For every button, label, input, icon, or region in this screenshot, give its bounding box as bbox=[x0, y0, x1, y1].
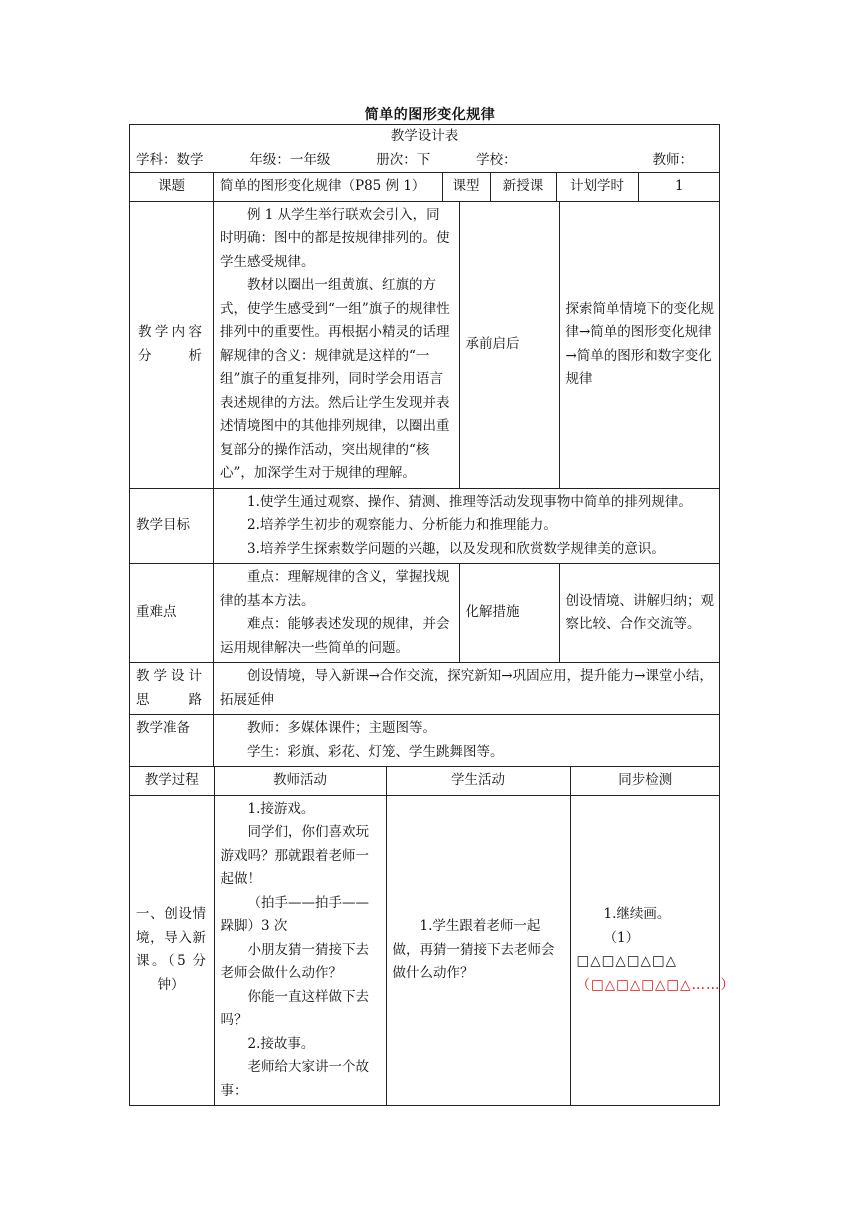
process-header-teacher: 教师活动 bbox=[214, 767, 386, 795]
info-subject: 学科：数学 bbox=[136, 151, 204, 168]
key-points-mid-label: 化解措施 bbox=[459, 564, 559, 662]
topic-row bbox=[214, 173, 720, 202]
goals-cell bbox=[214, 488, 720, 564]
lesson-type-value: 新授课 bbox=[490, 173, 556, 201]
topic-label: 课题 bbox=[130, 173, 214, 202]
goal-item: 2.培养学生初步的观察能力、分析能力和推理能力。 bbox=[247, 517, 557, 533]
check-title: 1.继续画。 bbox=[603, 906, 671, 923]
goal-item: 3.培养学生探索数学问题的兴趣，以及发现和欣赏数学规律美的意识。 bbox=[247, 540, 665, 557]
info-volume: 册次：下 bbox=[376, 151, 431, 168]
process-header-student: 学生活动 bbox=[386, 767, 570, 795]
key-points-row bbox=[214, 564, 720, 663]
preparation-item: 学生：彩旗、彩花、灯笼、学生跳舞图等。 bbox=[247, 743, 504, 760]
key-points-text: 重点：理解规律的含义，掌握找规律的基本方法。 难点：能够表述发现的规律，并会运用规律解决一些简单的问题。 bbox=[214, 564, 459, 662]
check-answer: （□△□△□△□△……） bbox=[576, 976, 736, 993]
preparation-label: 教学准备 bbox=[130, 715, 214, 767]
process-header-stage: 教学过程 bbox=[130, 767, 214, 795]
preparation-item: 教师：多媒体课件；主题图等。 bbox=[247, 720, 436, 736]
lesson-type-label: 课型 bbox=[442, 173, 490, 201]
topic-value: 简单的图形变化规律（P85 例 1） bbox=[214, 173, 442, 201]
content-analysis-label: 教学内容分析 bbox=[130, 201, 214, 488]
sync-check bbox=[570, 795, 736, 1105]
check-sub: （1） bbox=[603, 929, 640, 946]
table-title: 教学设计表 bbox=[390, 128, 459, 144]
planned-hours-value: 1 bbox=[638, 173, 720, 201]
info-row bbox=[134, 149, 715, 173]
info-grade: 年级：一年级 bbox=[249, 151, 331, 168]
content-analysis-row bbox=[214, 201, 720, 488]
design-idea-cell bbox=[214, 663, 720, 715]
student-activity: 1.学生跟着老师一起做，再猜一猜接下去老师会做什么动作？ bbox=[386, 795, 570, 1105]
key-points-right-text: 创设情境、讲解归纳；观察比较、合作交流等。 bbox=[565, 592, 714, 632]
planned-hours-label: 计划学时 bbox=[556, 173, 638, 201]
design-idea-label: 教学设计思路 bbox=[130, 663, 214, 715]
info-school: 学校： bbox=[476, 151, 517, 168]
content-right-text: 探索简单情境下的变化规律→简单的图形变化规律→简单的图形和数字变化规律 bbox=[565, 300, 714, 387]
goal-item: 1.使学生通过观察、操作、猜测、推理等活动发现事物中简单的排列规律。 bbox=[247, 493, 692, 510]
info-teacher: 教师： bbox=[652, 151, 693, 168]
preparation-cell bbox=[214, 715, 720, 767]
content-mid-label: 承前启后 bbox=[459, 202, 559, 488]
content-analysis-text: 例 1 从学生举行联欢会引入，同时明确：图中的都是按规律排列的。使学生感受规律。 教材以圈出一组黄旗、红旗的方式，使学生感受到“一组”旗子的规律性排列中的重要性。再根据小精灵的话理解规律的含义：规律就是这样的“一组”旗子的重复排列，同时学会用语言表述规律的方法。然后让学生发现并表述情境图中的其他排列规律，以圈出重复部分的操作活动，突出规律的“核心”，加深学生对于规律的理解。 bbox=[214, 202, 459, 488]
goals-label: 教学目标 bbox=[130, 488, 214, 564]
page-title: 简单的图形变化规律 bbox=[364, 107, 496, 123]
lesson-design-table bbox=[129, 124, 736, 1106]
design-idea-text: 创设情境，导入新课→合作交流，探究新知→巩固应用，提升能力→课堂小结，拓展延伸 bbox=[220, 668, 713, 708]
process-stage: 一、创设情境，导入新课。（5 分钟） bbox=[130, 795, 214, 1105]
process-header-check: 同步检测 bbox=[570, 767, 720, 795]
teacher-activity: 1.接游戏。 同学们，你们喜欢玩游戏吗？那就跟着老师一起做！ （拍手——拍手——跺脚）3 次 小朋友猜一猜接下去老师会做什么动作？ 你能一直这样做下去吗？ 2.接故事。 老师给大家讲一个故事： bbox=[214, 795, 386, 1105]
process-section bbox=[130, 767, 736, 1106]
check-pattern: □△□△□△□△ bbox=[576, 953, 678, 970]
table-header-cell bbox=[130, 125, 720, 173]
key-points-label: 重难点 bbox=[130, 564, 214, 663]
